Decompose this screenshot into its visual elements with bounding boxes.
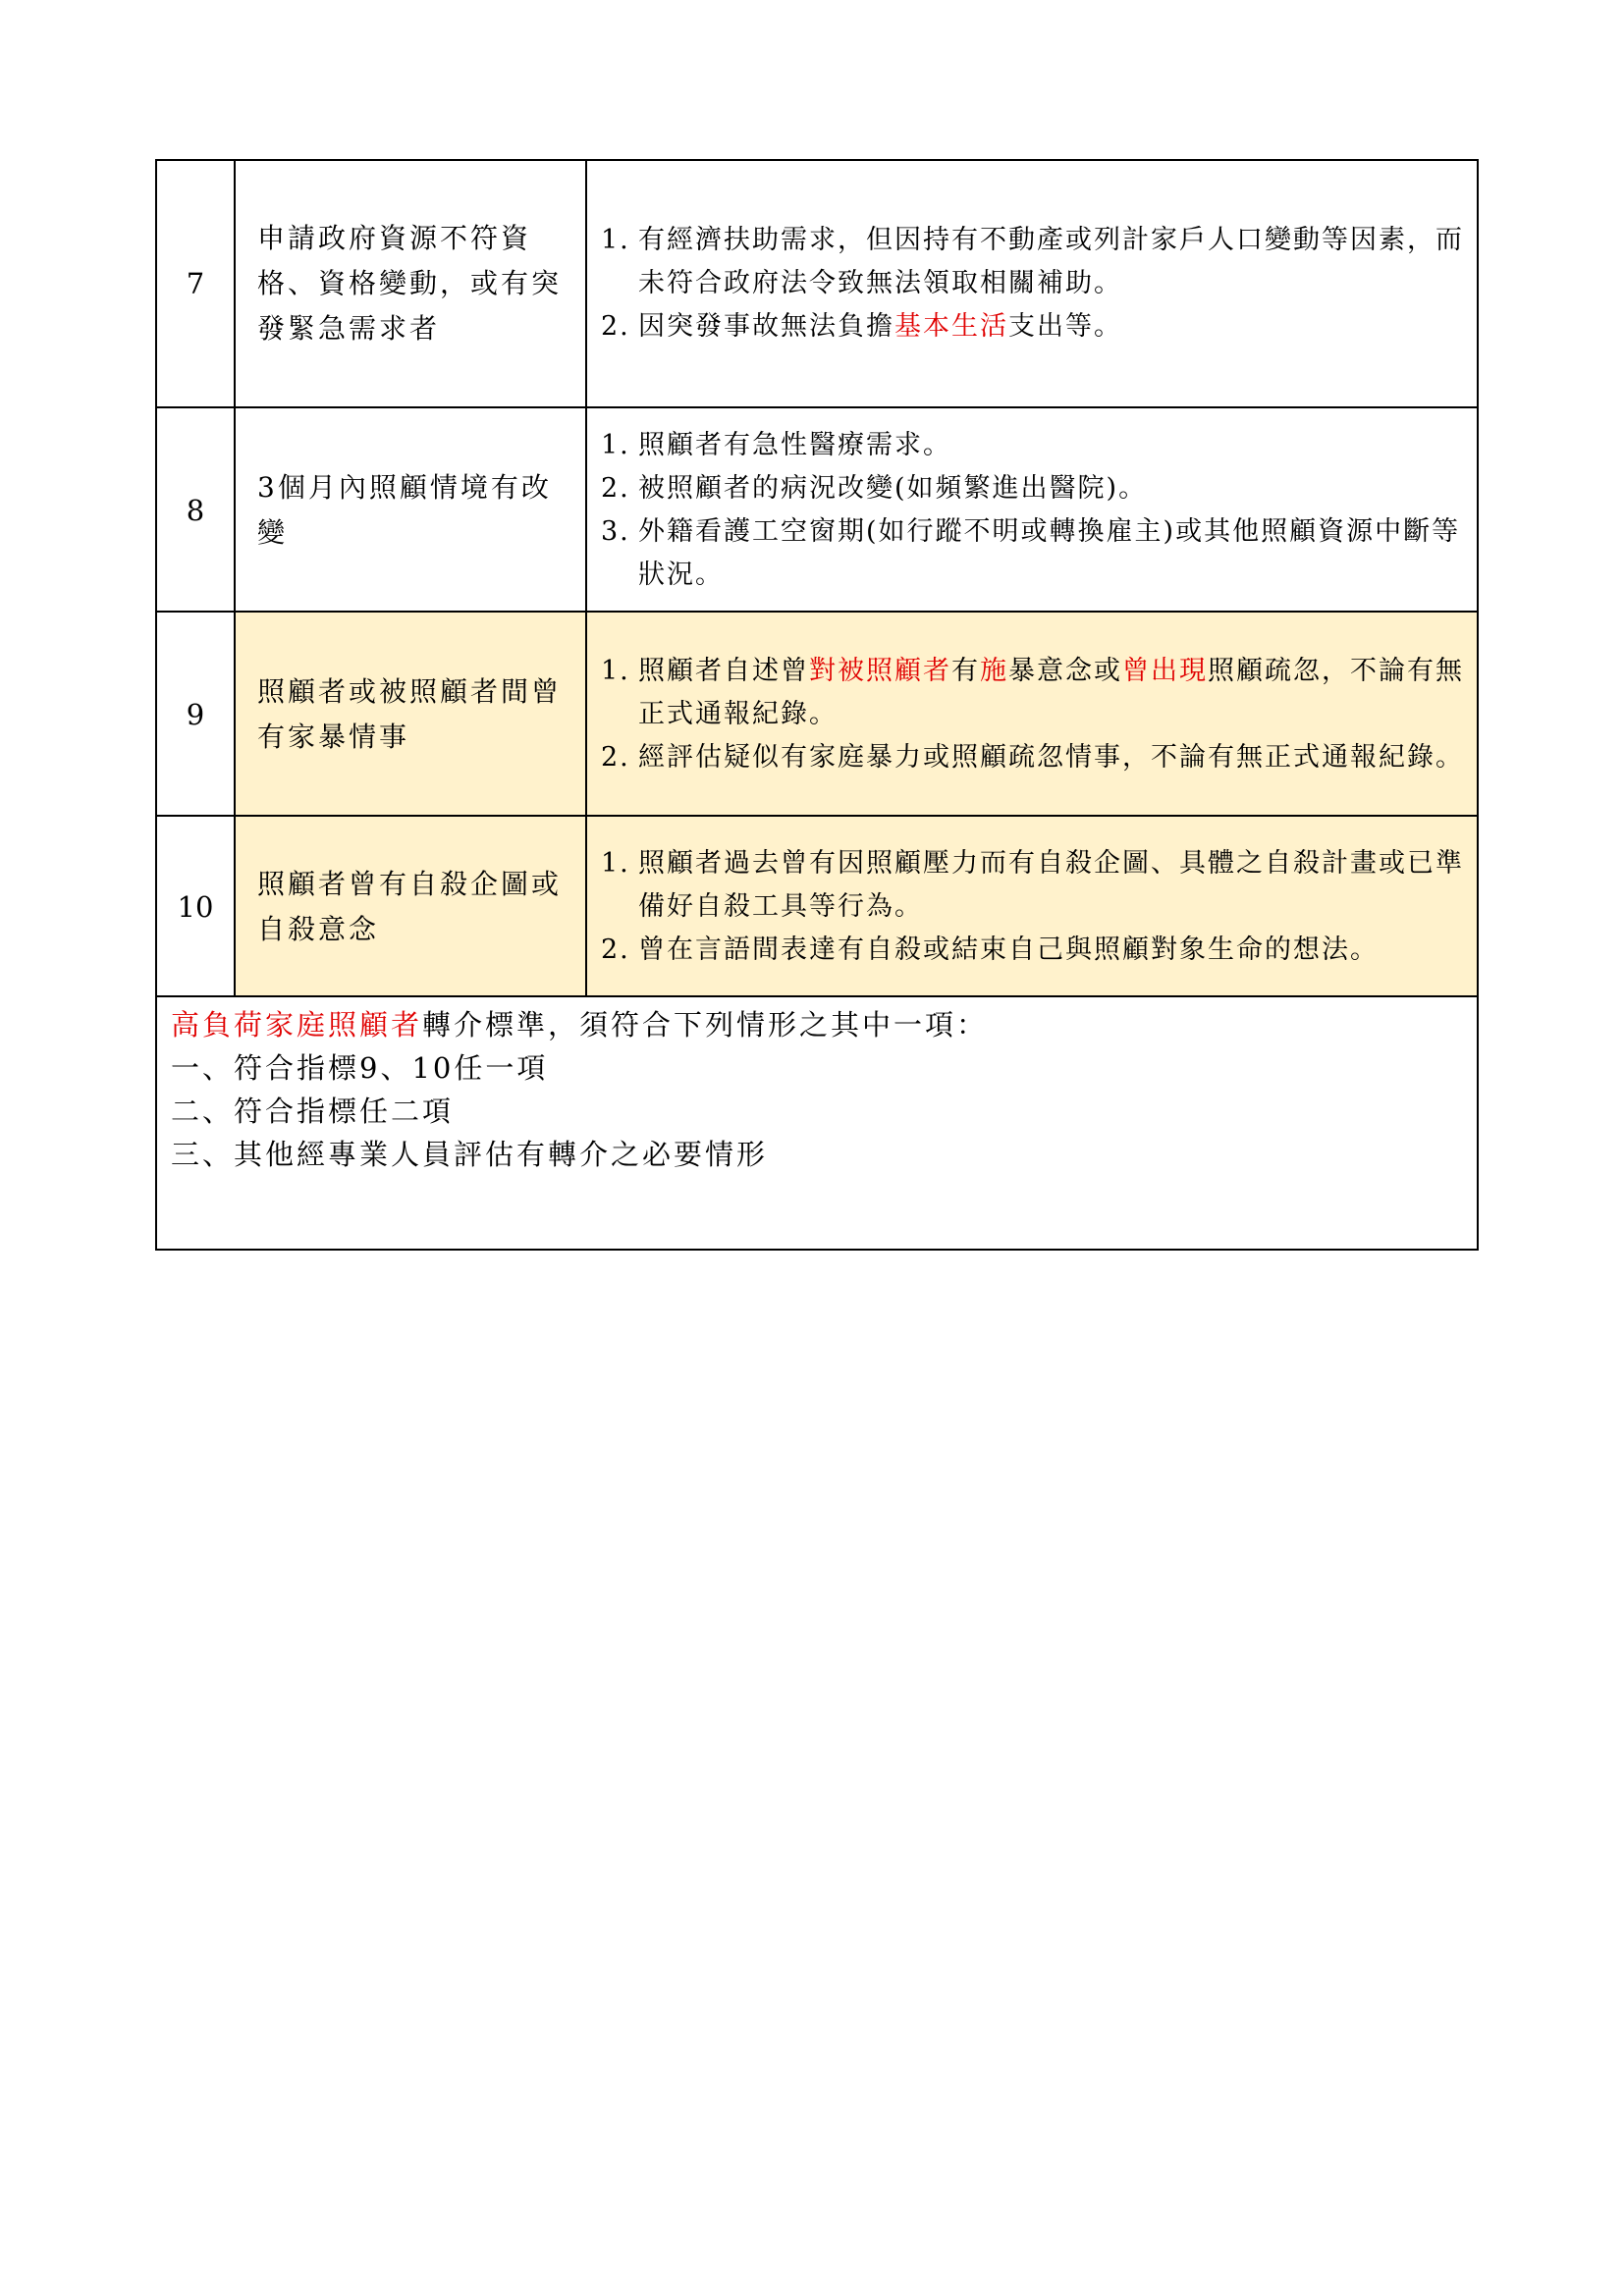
emphasis-text: 基本生活 <box>894 311 1008 342</box>
description-item <box>601 467 1465 510</box>
description-item <box>601 219 1465 305</box>
indicator-text: 照顧者或被照顧者間曾有家暴情事 <box>257 675 563 753</box>
indicator-cell <box>236 161 587 406</box>
item-text <box>638 842 1465 929</box>
row-number: 10 <box>157 817 236 997</box>
referral-standard-heading <box>171 1003 1463 1046</box>
row-number: 8 <box>157 408 236 613</box>
item-number: 1. <box>601 848 630 879</box>
description-cell <box>587 817 1477 997</box>
heading-text: 轉介標準，須符合下列情形之其中一項： <box>422 1008 989 1041</box>
item-number: 1. <box>601 656 630 686</box>
description-item <box>601 424 1465 467</box>
referral-standard-note <box>157 995 1477 1249</box>
indicator-text: 照顧者曾有自殺企圖或自殺意念 <box>257 868 563 945</box>
item-text <box>638 305 1465 348</box>
item-number: 2. <box>601 934 630 965</box>
emphasis-text: 曾出現 <box>1122 656 1208 686</box>
description-item <box>601 650 1465 736</box>
item-text <box>638 736 1465 779</box>
text-segment: 外籍看護工空窗期(如行蹤不明或轉換雇主)或其他照顧資源中斷等狀況。 <box>638 516 1461 590</box>
text-segment: 有 <box>951 656 980 686</box>
indicator-cell <box>236 817 587 997</box>
item-text <box>638 929 1465 972</box>
table-row-9 <box>157 611 1477 817</box>
criteria-item: 一、符合指標9、10任一項 <box>171 1051 549 1085</box>
description-cell <box>587 161 1477 406</box>
description-item <box>601 929 1465 972</box>
text-segment: 照顧者自述曾 <box>638 656 809 686</box>
table-row-8 <box>157 406 1477 613</box>
row-number: 7 <box>157 161 236 406</box>
indicator-cell <box>236 613 587 817</box>
text-segment: 照顧者有急性醫療需求。 <box>638 430 951 460</box>
referral-criteria-table <box>155 159 1479 1251</box>
item-text <box>638 219 1465 305</box>
indicator-text: 申請政府資源不符資格、資格變動，或有突發緊急需求者 <box>257 222 563 345</box>
table-row-7 <box>157 161 1477 406</box>
item-number: 2. <box>601 473 630 504</box>
indicator-cell <box>236 408 587 613</box>
emphasis-text: 對被照顧者 <box>809 656 951 686</box>
emphasis-text: 施 <box>980 656 1008 686</box>
criteria-item: 二、符合指標任二項 <box>171 1095 455 1128</box>
description-cell <box>587 613 1477 817</box>
item-text <box>638 650 1465 736</box>
text-segment: 有經濟扶助需求，但因持有不動產或列計家戶人口變動等因素，而未符合政府法令致無法領取相關補助。 <box>638 225 1464 298</box>
table-row-10 <box>157 815 1477 997</box>
item-number: 2. <box>601 311 630 342</box>
item-number: 2. <box>601 742 630 773</box>
text-segment: 因突發事故無法負擔 <box>638 311 894 342</box>
item-number: 1. <box>601 430 630 460</box>
text-segment: 支出等。 <box>1008 311 1122 342</box>
indicator-text: 3個月內照顧情境有改變 <box>257 471 552 549</box>
text-segment: 暴意念或 <box>1008 656 1122 686</box>
item-number: 3. <box>601 516 630 547</box>
text-segment: 被照顧者的病況改變(如頻繁進出醫院)。 <box>638 473 1148 504</box>
item-text <box>638 424 1465 467</box>
heading-emphasis: 高負荷家庭照顧者 <box>171 1008 423 1041</box>
item-text <box>638 510 1465 597</box>
item-number: 1. <box>601 225 630 255</box>
description-item <box>601 510 1465 597</box>
text-segment: 照顧者過去曾有因照顧壓力而有自殺企圖、具體之自殺計畫或已準備好自殺工具等行為。 <box>638 848 1464 922</box>
description-item <box>601 736 1465 779</box>
description-item <box>601 842 1465 929</box>
text-segment: 照顧疏忽，不論有無正式通報紀錄。 <box>638 656 1464 729</box>
row-number: 9 <box>157 613 236 817</box>
criteria-item: 三、其他經專業人員評估有轉介之必要情形 <box>171 1138 769 1171</box>
text-segment: 曾在言語間表達有自殺或結束自己與照顧對象生命的想法。 <box>638 934 1379 965</box>
item-text <box>638 467 1465 510</box>
description-item <box>601 305 1465 348</box>
text-segment: 經評估疑似有家庭暴力或照顧疏忽情事，不論有無正式通報紀錄。 <box>638 742 1464 773</box>
description-cell <box>587 408 1477 613</box>
